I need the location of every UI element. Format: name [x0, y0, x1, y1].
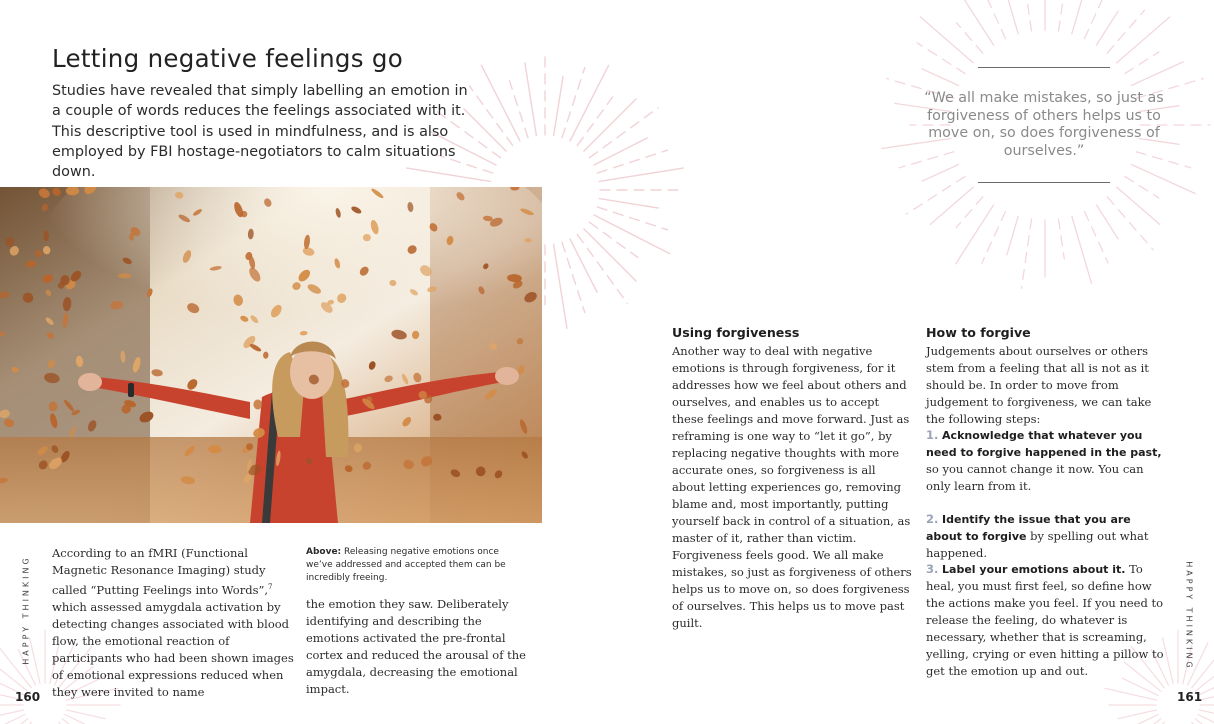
step-item [926, 511, 1166, 562]
sunburst-ray [562, 68, 585, 138]
quote-rule-top [978, 67, 1110, 68]
section-intro-how-to-forgive: Judgements about ourselves or others stem from a feeling that all is not as it should be. In order to move from judgement to forgiveness, we can take the following steps: [926, 344, 1152, 426]
running-head-left: HAPPY THINKING [21, 555, 31, 665]
sunburst-ray [956, 23, 982, 54]
sunburst-ray [599, 199, 658, 208]
step-number: 1. [926, 428, 939, 442]
sunburst-ray [599, 168, 683, 181]
sunburst-ray [920, 17, 973, 63]
footnote-reference: 7 [268, 583, 273, 591]
sunburst-ray [562, 242, 585, 312]
body-column-1-text-a: According to an fMRI (Functional Magnetic Resonance Imaging) study called “Putting Feelings into Words”, [52, 546, 269, 597]
sunburst-ray [1059, 219, 1065, 259]
sunburst-ray [525, 63, 537, 136]
sunburst-ray [977, 0, 1006, 39]
sunburst-ray [1105, 688, 1157, 700]
sunburst-ray [1072, 0, 1088, 34]
sunburst-ray [1125, 52, 1159, 74]
sunburst-ray [577, 97, 612, 145]
sunburst-ray [1023, 0, 1031, 31]
sunburst-ray [590, 222, 638, 257]
step-text: by spelling out what happened. [926, 529, 1149, 560]
sunburst-ray [554, 244, 567, 328]
caption-label: Above: [306, 547, 342, 557]
sunburst-ray [597, 150, 667, 173]
sunburst-ray [963, 0, 994, 45]
sunburst-ray [0, 715, 25, 724]
quote-rule-bottom [978, 182, 1110, 183]
step-bold-text: Identify the issue that you are about to forgive [926, 513, 1131, 543]
sunburst-ray [1096, 11, 1118, 45]
sunburst-ray [1007, 216, 1018, 255]
sunburst-ray [917, 43, 965, 74]
sunburst-ray [1022, 219, 1032, 288]
sunburst-ray [956, 205, 994, 264]
sunburst-ray [930, 187, 973, 224]
sunburst-ray [1110, 715, 1158, 724]
sunburst-ray [922, 165, 959, 182]
sunburst-ray [1199, 710, 1214, 719]
step-number: 2. [926, 512, 939, 526]
caption-text: Releasing negative emotions once we’ve addressed and accepted them can be incredibly freeing. [306, 547, 506, 583]
sunburst-ray [1131, 62, 1183, 86]
sunburst-ray [1072, 216, 1092, 283]
page-title: Letting negative feelings go [52, 44, 404, 73]
body-column-1-text-b: which assessed amygdala activation by detecting changes associated with blood flow, the emotional reaction of participants who had been shown images of emotional expressions reduced when they were invited to name [52, 599, 294, 699]
sunburst-ray [1124, 719, 1161, 724]
sunburst-ray [597, 207, 667, 230]
sunburst-ray [1096, 205, 1118, 239]
step-item [926, 427, 1166, 495]
step-item [926, 561, 1166, 680]
photo-caption [306, 546, 526, 585]
sunburst-ray [1059, 0, 1065, 31]
sunburst-ray [1118, 710, 1157, 719]
body-column-1 [52, 545, 294, 701]
photo-woman-falling-leaves [0, 187, 542, 523]
sunburst-ray [982, 211, 1006, 263]
section-body-using-forgiveness: Another way to deal with negative emotions is through forgiveness, for it addresses how we feel about others and ourselves, and enables us to accept these feelings and move forward. Just as reframing is one way to “let it go”, by replacing negative thoughts with more accurate ones, so forgiveness is all about letting experiences go, removing blame and, most importantly, putting yourself back in control of a situation, as master of it, rather than victim. Forgiveness feels good. We all make mistakes, so just as forgiveness of others helps us to move on, so does forgiveness of ourselves. This helps us to move past guilt. [672, 344, 912, 630]
sunburst-ray [1107, 10, 1144, 53]
page-number-right: 161 [1177, 690, 1203, 704]
sunburst-ray [1107, 197, 1153, 250]
sunburst-ray [906, 176, 965, 214]
sunburst-ray [1007, 0, 1018, 34]
step-text: so you cannot change it now. You can only learn from it. [926, 462, 1144, 493]
sunburst-ray [1085, 211, 1109, 263]
leaf [118, 273, 132, 278]
sunburst-ray [922, 69, 959, 86]
step-text: To heal, you must first feel, so define how the actions make you feel. If you need to release the feeling, do whatever is necessary, whether that is screaming, yelling, crying or even hitting a pillow to get the emotion up and out. [926, 562, 1164, 678]
sunburst-ray [594, 138, 647, 165]
pull-quote: “We all make mistakes, so just as forgiveness of others helps us to move on, so does forgiveness of ourselves.” [924, 90, 1164, 159]
running-head-right: HAPPY THINKING [1184, 561, 1194, 671]
section-heading-using-forgiveness: Using forgiveness [672, 325, 800, 340]
sunburst-ray [1125, 176, 1159, 198]
step-number: 3. [926, 562, 939, 576]
step-bold-text: Label your emotions about it. [942, 563, 1126, 576]
sunburst-ray [956, 197, 982, 228]
sunburst-ray [570, 239, 597, 292]
sunburst-ray [1123, 678, 1159, 695]
page-number-left: 160 [15, 690, 41, 704]
sunburst-ray [1117, 17, 1170, 63]
intro-paragraph: Studies have revealed that simply labelling an emotion in a couple of words reduces the feelings associated with it. This descriptive tool is used in mindfulness, and is also employed by FBI hostage-negotiators to calm situations down. [52, 83, 468, 181]
sunburst-ray [1131, 165, 1195, 194]
sunburst-ray [65, 715, 107, 724]
sunburst-ray [510, 81, 529, 138]
sunburst-ray [554, 77, 563, 136]
step-bold-text: Acknowledge that whatever you need to forgive happened in the past, [926, 429, 1162, 459]
sunburst-ray [1117, 187, 1160, 224]
section-heading-how-to-forgive: How to forgive [926, 325, 1031, 340]
body-column-2: the emotion they saw. Deliberately identifying and describing the emotions activated the pre-frontal cortex and reduced the arousal of the amygdala, decreasing the emotional impact. [306, 597, 526, 696]
sunburst-ray [1085, 0, 1114, 39]
sunburst-ray [66, 710, 105, 719]
